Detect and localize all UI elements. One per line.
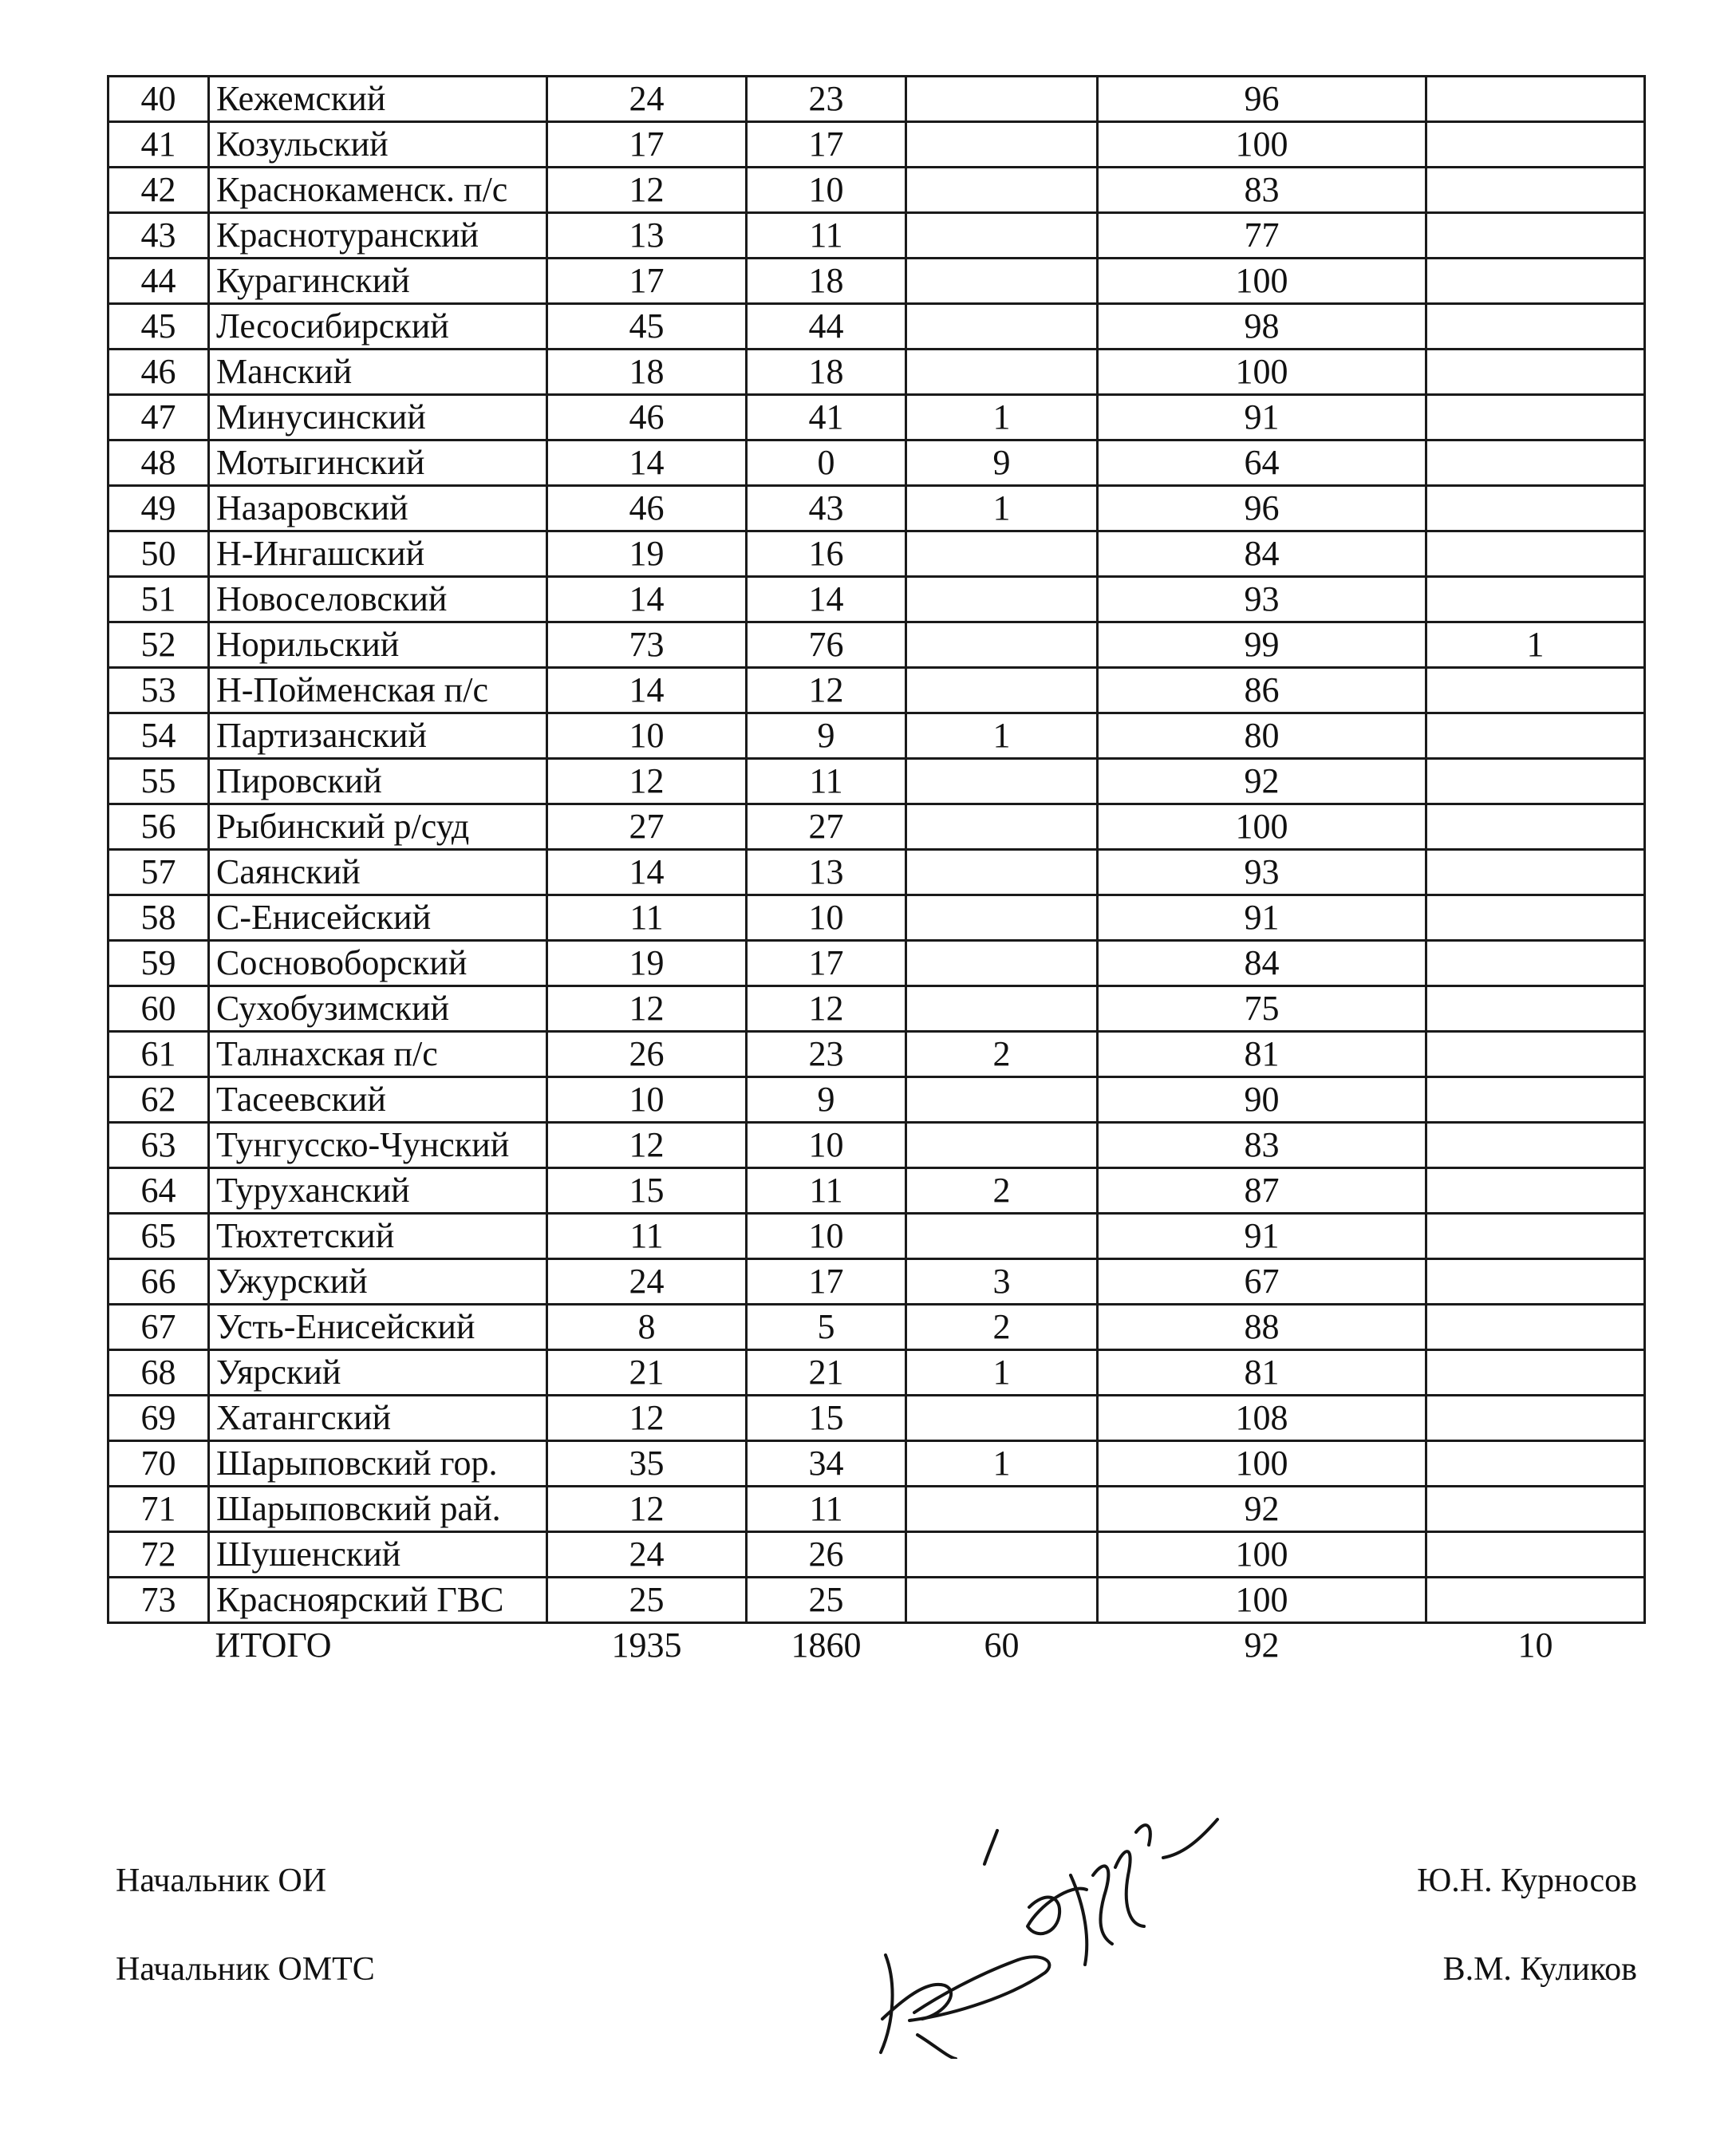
value-cell-4 (1426, 1123, 1645, 1168)
value-cell-2: 17 (747, 941, 906, 986)
value-cell-1: 26 (547, 1032, 747, 1077)
value-cell-3 (906, 1578, 1098, 1623)
table-row (108, 1259, 1645, 1305)
signatory-name-oi: Ю.Н. Курносов (1417, 1862, 1637, 1899)
value-cell-2: 16 (747, 531, 906, 577)
value-cell-2: 12 (747, 668, 906, 713)
table-row (108, 304, 1645, 350)
row-number-cell: 66 (108, 1259, 209, 1305)
value-cell-2: 10 (747, 1214, 906, 1259)
percent-cell: 100 (1098, 1578, 1426, 1623)
value-cell-2: 25 (747, 1578, 906, 1623)
district-name-cell: Мотыгинский (209, 440, 547, 486)
value-cell-1: 8 (547, 1305, 747, 1350)
row-number-cell: 62 (108, 1077, 209, 1123)
signatory-title-oi: Начальник ОИ (116, 1862, 327, 1899)
value-cell-4 (1426, 1259, 1645, 1305)
district-name-cell: Саянский (209, 850, 547, 895)
table-row (108, 1396, 1645, 1441)
district-name-cell: С-Енисейский (209, 895, 547, 941)
handwritten-signatures (862, 1756, 1308, 2059)
percent-cell: 81 (1098, 1350, 1426, 1396)
value-cell-4 (1426, 1487, 1645, 1532)
district-name-cell: Тюхтетский (209, 1214, 547, 1259)
district-name-cell: Н-Пойменская п/с (209, 668, 547, 713)
row-number-cell: 52 (108, 622, 209, 668)
value-cell-2: 44 (747, 304, 906, 350)
percent-cell: 98 (1098, 304, 1426, 350)
value-cell-4 (1426, 213, 1645, 259)
percent-cell: 84 (1098, 531, 1426, 577)
value-cell-2: 14 (747, 577, 906, 622)
total-tick-mark (984, 1831, 997, 1864)
district-name-cell: Шарыповский рай. (209, 1487, 547, 1532)
value-cell-4 (1426, 713, 1645, 759)
table-row (108, 941, 1645, 986)
district-name-cell: Шарыповский гор. (209, 1441, 547, 1487)
table-row (108, 486, 1645, 531)
value-cell-1: 45 (547, 304, 747, 350)
row-number-cell: 53 (108, 668, 209, 713)
value-cell-2: 21 (747, 1350, 906, 1396)
table-row (108, 1305, 1645, 1350)
signatory-title-omts: Начальник ОМТС (116, 1951, 375, 1988)
table-row (108, 622, 1645, 668)
value-cell-1: 21 (547, 1350, 747, 1396)
value-cell-1: 19 (547, 941, 747, 986)
value-cell-3: 3 (906, 1259, 1098, 1305)
table-row (108, 1077, 1645, 1123)
value-cell-3 (906, 895, 1098, 941)
percent-cell: 93 (1098, 577, 1426, 622)
percent-cell: 108 (1098, 1396, 1426, 1441)
district-name-cell: Рыбинский р/суд (209, 804, 547, 850)
row-number-cell: 48 (108, 440, 209, 486)
value-cell-4 (1426, 1168, 1645, 1214)
value-cell-2: 9 (747, 713, 906, 759)
table-row (108, 850, 1645, 895)
value-cell-4 (1426, 1305, 1645, 1350)
table-row (108, 168, 1645, 213)
percent-cell: 77 (1098, 213, 1426, 259)
value-cell-2: 27 (747, 804, 906, 850)
value-cell-1: 12 (547, 759, 747, 804)
district-name-cell: Кежемский (209, 77, 547, 122)
value-cell-1: 11 (547, 1214, 747, 1259)
row-number-cell: 55 (108, 759, 209, 804)
value-cell-4 (1426, 1396, 1645, 1441)
district-name-cell: Минусинский (209, 395, 547, 440)
value-cell-1: 14 (547, 577, 747, 622)
table-row (108, 986, 1645, 1032)
table-row (108, 1441, 1645, 1487)
percent-cell: 92 (1098, 1487, 1426, 1532)
value-cell-3 (906, 1077, 1098, 1123)
value-cell-4 (1426, 440, 1645, 486)
value-cell-3: 1 (906, 713, 1098, 759)
value-cell-3 (906, 304, 1098, 350)
value-cell-2: 17 (747, 1259, 906, 1305)
row-number-cell: 61 (108, 1032, 209, 1077)
table-row (108, 1168, 1645, 1214)
value-cell-1: 12 (547, 1123, 747, 1168)
value-cell-1: 17 (547, 122, 747, 168)
value-cell-2: 17 (747, 122, 906, 168)
value-cell-3 (906, 941, 1098, 986)
row-number-cell: 68 (108, 1350, 209, 1396)
value-cell-2: 1860 (747, 1623, 906, 1668)
value-cell-1: 10 (547, 1077, 747, 1123)
value-cell-3 (906, 77, 1098, 122)
value-cell-3 (906, 622, 1098, 668)
value-cell-3 (906, 850, 1098, 895)
percent-cell: 84 (1098, 941, 1426, 986)
district-name-cell: Тунгусско-Чунский (209, 1123, 547, 1168)
signature-kulikov (881, 1955, 1049, 2059)
value-cell-2: 11 (747, 1168, 906, 1214)
district-name-cell: Ужурский (209, 1259, 547, 1305)
value-cell-2: 15 (747, 1396, 906, 1441)
table-row (108, 440, 1645, 486)
value-cell-2: 18 (747, 350, 906, 395)
value-cell-2: 0 (747, 440, 906, 486)
row-number-cell: 44 (108, 259, 209, 304)
district-name-cell: Краснотуранский (209, 213, 547, 259)
row-number-cell: 47 (108, 395, 209, 440)
percent-cell: 87 (1098, 1168, 1426, 1214)
value-cell-3 (906, 1532, 1098, 1578)
value-cell-4: 1 (1426, 622, 1645, 668)
row-number-cell: 59 (108, 941, 209, 986)
value-cell-1: 15 (547, 1168, 747, 1214)
value-cell-1: 24 (547, 1259, 747, 1305)
value-cell-2: 43 (747, 486, 906, 531)
district-name-cell: Курагинский (209, 259, 547, 304)
percent-cell: 99 (1098, 622, 1426, 668)
district-name-cell: Усть-Енисейский (209, 1305, 547, 1350)
percent-cell: 100 (1098, 350, 1426, 395)
percent-cell: 75 (1098, 986, 1426, 1032)
value-cell-3: 2 (906, 1168, 1098, 1214)
value-cell-4 (1426, 804, 1645, 850)
table-row (108, 77, 1645, 122)
value-cell-1: 46 (547, 486, 747, 531)
value-cell-1: 24 (547, 1532, 747, 1578)
percent-cell: 80 (1098, 713, 1426, 759)
percent-cell: 83 (1098, 168, 1426, 213)
row-number-cell: 40 (108, 77, 209, 122)
value-cell-4 (1426, 1077, 1645, 1123)
percent-cell: 100 (1098, 804, 1426, 850)
value-cell-3 (906, 259, 1098, 304)
percent-cell: 100 (1098, 259, 1426, 304)
percent-cell: 88 (1098, 1305, 1426, 1350)
value-cell-4 (1426, 668, 1645, 713)
value-cell-3 (906, 213, 1098, 259)
table-row (108, 350, 1645, 395)
value-cell-4 (1426, 850, 1645, 895)
value-cell-3: 1 (906, 486, 1098, 531)
percent-cell: 91 (1098, 395, 1426, 440)
value-cell-1: 18 (547, 350, 747, 395)
percent-cell: 67 (1098, 1259, 1426, 1305)
district-name-cell: Туруханский (209, 1168, 547, 1214)
signature-kurnosov (1028, 1819, 1217, 1965)
value-cell-2: 11 (747, 759, 906, 804)
row-number-cell: 41 (108, 122, 209, 168)
row-number-cell: 46 (108, 350, 209, 395)
value-cell-2: 9 (747, 1077, 906, 1123)
percent-cell: 64 (1098, 440, 1426, 486)
value-cell-1: 11 (547, 895, 747, 941)
table-row (108, 1578, 1645, 1623)
table-row (108, 577, 1645, 622)
table-row (108, 1350, 1645, 1396)
value-cell-2: 41 (747, 395, 906, 440)
row-number-cell (108, 1623, 209, 1668)
value-cell-4 (1426, 122, 1645, 168)
district-name-cell: Новоселовский (209, 577, 547, 622)
row-number-cell: 70 (108, 1441, 209, 1487)
value-cell-1: 12 (547, 168, 747, 213)
percent-cell: 90 (1098, 1077, 1426, 1123)
value-cell-4 (1426, 759, 1645, 804)
value-cell-3 (906, 577, 1098, 622)
district-name-cell: Назаровский (209, 486, 547, 531)
value-cell-3 (906, 531, 1098, 577)
row-number-cell: 42 (108, 168, 209, 213)
table-row (108, 668, 1645, 713)
district-name-cell: Красноярский ГВС (209, 1578, 547, 1623)
row-number-cell: 73 (108, 1578, 209, 1623)
row-number-cell: 60 (108, 986, 209, 1032)
value-cell-3 (906, 804, 1098, 850)
district-name-cell: Партизанский (209, 713, 547, 759)
table-row (108, 1532, 1645, 1578)
value-cell-1: 73 (547, 622, 747, 668)
table-row (108, 804, 1645, 850)
value-cell-4 (1426, 1214, 1645, 1259)
value-cell-1: 25 (547, 1578, 747, 1623)
percent-cell: 100 (1098, 1532, 1426, 1578)
value-cell-1: 14 (547, 850, 747, 895)
value-cell-4 (1426, 259, 1645, 304)
row-number-cell: 72 (108, 1532, 209, 1578)
value-cell-4 (1426, 486, 1645, 531)
row-number-cell: 71 (108, 1487, 209, 1532)
percent-cell: 81 (1098, 1032, 1426, 1077)
district-name-cell: Норильский (209, 622, 547, 668)
value-cell-2: 26 (747, 1532, 906, 1578)
district-name-cell: Манский (209, 350, 547, 395)
total-label-cell: ИТОГО (209, 1623, 547, 1668)
district-name-cell: Н-Ингашский (209, 531, 547, 577)
row-number-cell: 45 (108, 304, 209, 350)
value-cell-1: 27 (547, 804, 747, 850)
value-cell-3: 60 (906, 1623, 1098, 1668)
district-name-cell: Козульский (209, 122, 547, 168)
table-row (108, 122, 1645, 168)
district-table (107, 75, 1646, 1667)
table-row (108, 1487, 1645, 1532)
district-name-cell: Краснокаменск. п/с (209, 168, 547, 213)
value-cell-4 (1426, 395, 1645, 440)
table-row (108, 1214, 1645, 1259)
value-cell-2: 18 (747, 259, 906, 304)
value-cell-2: 10 (747, 895, 906, 941)
row-number-cell: 58 (108, 895, 209, 941)
table-row (108, 395, 1645, 440)
value-cell-4 (1426, 77, 1645, 122)
total-row (108, 1623, 1645, 1668)
value-cell-4 (1426, 986, 1645, 1032)
table-row (108, 259, 1645, 304)
district-name-cell: Сухобузимский (209, 986, 547, 1032)
value-cell-3 (906, 759, 1098, 804)
value-cell-2: 34 (747, 1441, 906, 1487)
value-cell-3 (906, 122, 1098, 168)
value-cell-3 (906, 668, 1098, 713)
value-cell-4 (1426, 350, 1645, 395)
row-number-cell: 65 (108, 1214, 209, 1259)
district-name-cell: Шушенский (209, 1532, 547, 1578)
value-cell-1: 35 (547, 1441, 747, 1487)
district-name-cell: Талнахская п/с (209, 1032, 547, 1077)
row-number-cell: 54 (108, 713, 209, 759)
value-cell-4 (1426, 1532, 1645, 1578)
row-number-cell: 49 (108, 486, 209, 531)
value-cell-1: 10 (547, 713, 747, 759)
percent-cell: 91 (1098, 895, 1426, 941)
percent-cell: 86 (1098, 668, 1426, 713)
value-cell-1: 19 (547, 531, 747, 577)
value-cell-2: 23 (747, 77, 906, 122)
value-cell-3: 2 (906, 1305, 1098, 1350)
row-number-cell: 67 (108, 1305, 209, 1350)
value-cell-2: 11 (747, 1487, 906, 1532)
value-cell-4 (1426, 168, 1645, 213)
value-cell-4 (1426, 531, 1645, 577)
value-cell-1: 12 (547, 1487, 747, 1532)
row-number-cell: 63 (108, 1123, 209, 1168)
percent-cell: 96 (1098, 77, 1426, 122)
percent-cell: 100 (1098, 122, 1426, 168)
row-number-cell: 69 (108, 1396, 209, 1441)
value-cell-2: 76 (747, 622, 906, 668)
row-number-cell: 64 (108, 1168, 209, 1214)
value-cell-1: 1935 (547, 1623, 747, 1668)
value-cell-1: 46 (547, 395, 747, 440)
value-cell-4 (1426, 1578, 1645, 1623)
signatory-name-omts: В.М. Куликов (1442, 1951, 1637, 1988)
value-cell-1: 12 (547, 986, 747, 1032)
row-number-cell: 43 (108, 213, 209, 259)
value-cell-3 (906, 1487, 1098, 1532)
row-number-cell: 50 (108, 531, 209, 577)
value-cell-3: 1 (906, 1441, 1098, 1487)
district-name-cell: Уярский (209, 1350, 547, 1396)
table-row (108, 531, 1645, 577)
value-cell-3: 2 (906, 1032, 1098, 1077)
value-cell-4: 10 (1426, 1623, 1645, 1668)
value-cell-2: 13 (747, 850, 906, 895)
table-row (108, 759, 1645, 804)
row-number-cell: 51 (108, 577, 209, 622)
district-name-cell: Пировский (209, 759, 547, 804)
value-cell-3 (906, 1396, 1098, 1441)
table-row (108, 713, 1645, 759)
value-cell-1: 14 (547, 668, 747, 713)
percent-cell: 93 (1098, 850, 1426, 895)
percent-cell: 92 (1098, 1623, 1426, 1668)
value-cell-3 (906, 350, 1098, 395)
percent-cell: 92 (1098, 759, 1426, 804)
value-cell-3: 1 (906, 1350, 1098, 1396)
value-cell-1: 14 (547, 440, 747, 486)
table-row (108, 1123, 1645, 1168)
percent-cell: 100 (1098, 1441, 1426, 1487)
district-name-cell: Тасеевский (209, 1077, 547, 1123)
table-row (108, 1032, 1645, 1077)
percent-cell: 91 (1098, 1214, 1426, 1259)
value-cell-2: 10 (747, 168, 906, 213)
value-cell-4 (1426, 1032, 1645, 1077)
value-cell-3: 1 (906, 395, 1098, 440)
value-cell-4 (1426, 1350, 1645, 1396)
value-cell-4 (1426, 304, 1645, 350)
value-cell-4 (1426, 895, 1645, 941)
value-cell-2: 11 (747, 213, 906, 259)
value-cell-1: 24 (547, 77, 747, 122)
value-cell-3 (906, 1214, 1098, 1259)
value-cell-4 (1426, 941, 1645, 986)
value-cell-4 (1426, 1441, 1645, 1487)
value-cell-2: 23 (747, 1032, 906, 1077)
district-name-cell: Хатангский (209, 1396, 547, 1441)
district-name-cell: Лесосибирский (209, 304, 547, 350)
table-row (108, 213, 1645, 259)
value-cell-3 (906, 1123, 1098, 1168)
value-cell-3 (906, 168, 1098, 213)
district-name-cell: Сосновоборский (209, 941, 547, 986)
value-cell-1: 13 (547, 213, 747, 259)
value-cell-1: 12 (547, 1396, 747, 1441)
value-cell-2: 5 (747, 1305, 906, 1350)
value-cell-4 (1426, 577, 1645, 622)
row-number-cell: 56 (108, 804, 209, 850)
table-body (108, 77, 1645, 1668)
value-cell-1: 17 (547, 259, 747, 304)
value-cell-3: 9 (906, 440, 1098, 486)
row-number-cell: 57 (108, 850, 209, 895)
percent-cell: 83 (1098, 1123, 1426, 1168)
percent-cell: 96 (1098, 486, 1426, 531)
value-cell-2: 10 (747, 1123, 906, 1168)
value-cell-2: 12 (747, 986, 906, 1032)
table-row (108, 895, 1645, 941)
value-cell-3 (906, 986, 1098, 1032)
